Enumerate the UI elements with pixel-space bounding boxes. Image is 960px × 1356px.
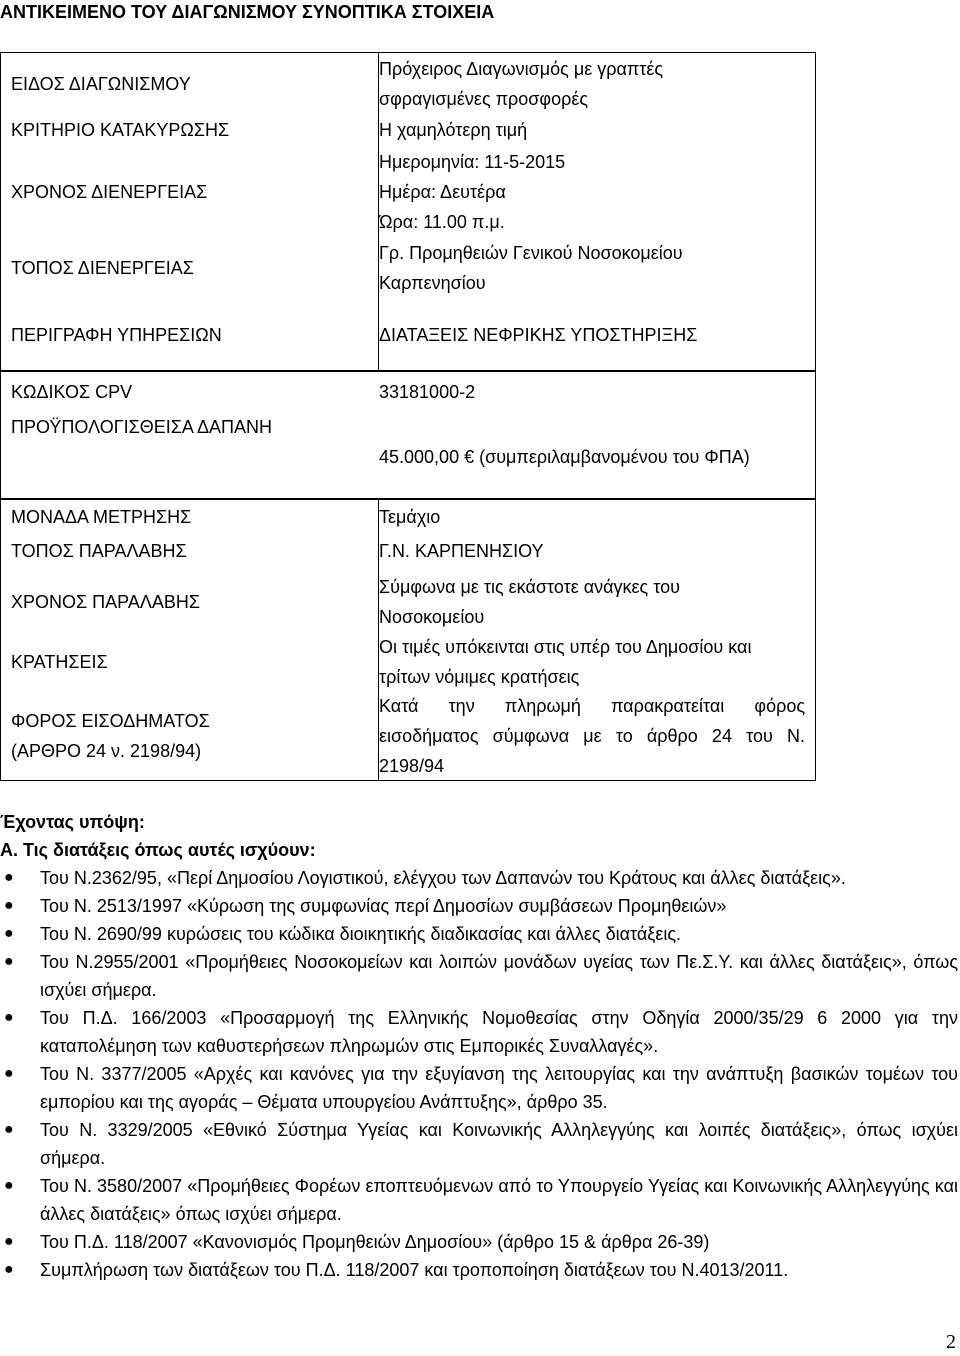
row-eidos bbox=[1, 53, 815, 115]
kratiseis-line-2: τρίτων νόμιμες κρατήσεις bbox=[379, 667, 580, 687]
row-cpv bbox=[1, 377, 815, 407]
list-item: ● Του Ν. 3329/2005 «Εθνικό Σύστημα Υγείας και Κοινωνικής Αλληλεγγύης και λοιπές διατάξεις», όπως ισχύει σήμερα. bbox=[0, 1116, 960, 1172]
xronos-label: ΧΡΟΝΟΣ ΔΙΕΝΕΡΓΕΙΑΣ bbox=[11, 182, 208, 202]
xronos-paralavis-value bbox=[379, 572, 815, 632]
summary-table-1 bbox=[0, 52, 816, 371]
bullet-icon: ● bbox=[4, 1121, 14, 1138]
list-item: ● Του Ν. 3377/2005 «Αρχές και κανόνες για την εξυγίανση της λειτουργίας και την ανάπτυξη βασικών τομέων του εμπορίου και της αγοράς – Θέματα υπουργείου Ανάπτυξης», άρθρο 35. bbox=[0, 1060, 960, 1116]
foros-value: Κατά την πληρωμή παρακρατείται φόρος εισοδήματος σύμφωνα με το άρθρο 24 του Ν. 2198/94 bbox=[379, 696, 805, 776]
list-item: ● Του Ν. 2513/1997 «Κύρωση της συμφωνίας περί Δημοσίων συμβάσεων Προμηθειών» bbox=[0, 892, 960, 920]
row-foros bbox=[1, 692, 815, 780]
list-item: ● Του Ν.2955/2001 «Προμήθειες Νοσοκομείων και λοιπών μονάδων υγείας των Πε.Σ.Υ. και άλλες διατάξεις», όπως ισχύει σήμερα. bbox=[0, 948, 960, 1004]
bullet-icon: ● bbox=[4, 869, 14, 886]
foros-label-line-1: ΦΟΡΟΣ ΕΙΣΟΔΗΜΑΤΟΣ bbox=[11, 711, 210, 731]
xronos-paralavis-line-1: Σύμφωνα με τις εκάστοτε ανάγκες του bbox=[379, 577, 680, 597]
xronos-paralavis-line-2: Νοσοκομείου bbox=[379, 607, 485, 627]
xronos-paralavis-label: ΧΡΟΝΟΣ ΠΑΡΑΛΑΒΗΣ bbox=[11, 592, 200, 612]
section-a-heading: Α. Τις διατάξεις όπως αυτές ισχύουν: bbox=[0, 840, 316, 860]
laws-list bbox=[0, 864, 960, 1284]
bullet-icon: ● bbox=[4, 1009, 14, 1026]
row-xronos bbox=[1, 147, 815, 237]
kratiseis-line-1: Οι τιμές υπόκεινται στις υπέρ του Δημοσίου και bbox=[379, 637, 752, 657]
list-item: ● Του Π.Δ. 166/2003 «Προσαρμογή της Ελληνικής Νομοθεσίας στην Οδηγία 2000/35/29 6 2000 για την καταπολέμηση των καθυστερήσεων πληρωμών στις Εμπορικές Συναλλαγές». bbox=[0, 1004, 960, 1060]
budget-value: 45.000,00 € (συμπεριλαμβανομένου του ΦΠΑ) bbox=[379, 447, 750, 467]
budget-label: ΠΡΟΫΠΟΛΟΓΙΣΘΕΙΣΑ ΔΑΠΑΝΗ bbox=[11, 417, 272, 437]
row-kritirio bbox=[1, 115, 815, 145]
bullet-icon: ● bbox=[4, 1261, 14, 1278]
paralavi-value: Γ.Ν. ΚΑΡΠΕΝΗΣΙΟΥ bbox=[379, 541, 544, 561]
summary-table-3 bbox=[0, 499, 816, 781]
eidos-label: ΕΙΔΟΣ ΔΙΑΓΩΝΙΣΜΟΥ bbox=[11, 74, 191, 94]
list-item: ● Του Ν. 3580/2007 «Προμήθειες Φορέων εποπτευόμενων από το Υπουργείο Υγείας και Κοινωνικής Αλληλεγγύης και άλλες διατάξεις» όπως ισχύει σήμερα. bbox=[0, 1172, 960, 1228]
paralavi-label: ΤΟΠΟΣ ΠΑΡΑΛΑΒΗΣ bbox=[11, 541, 187, 561]
row-kratiseis bbox=[1, 632, 815, 692]
bullet-icon: ● bbox=[4, 925, 14, 942]
bullet-icon: ● bbox=[4, 1233, 14, 1250]
bullet-icon: ● bbox=[4, 953, 14, 970]
cpv-label: ΚΩΔΙΚΟΣ CPV bbox=[11, 382, 133, 402]
row-topos bbox=[1, 237, 815, 299]
xronos-date: Ημερομηνία: 11-5-2015 bbox=[379, 152, 566, 172]
list-item: ● Του Ν.2362/95, «Περί Δημοσίου Λογιστικού, ελέγχου των Δαπανών του Κράτους και άλλες διατάξεις». bbox=[0, 864, 960, 892]
list-item: ● Συμπλήρωση των διατάξεων του Π.Δ. 118/2007 και τροποποίηση διατάξεων του Ν.4013/2011. bbox=[0, 1256, 960, 1284]
xronos-day: Ημέρα: Δευτέρα bbox=[379, 182, 506, 202]
considering-heading: Έχοντας υπόψη: bbox=[0, 812, 145, 832]
perigrafi-label: ΠΕΡΙΓΡΑΦΗ ΥΠΗΡΕΣΙΩΝ bbox=[11, 325, 222, 345]
eidos-value-line-2: σφραγισμένες προσφορές bbox=[379, 89, 589, 109]
monada-value: Τεμάχιο bbox=[379, 507, 441, 527]
xronos-value bbox=[379, 147, 815, 237]
kratiseis-value bbox=[379, 632, 815, 692]
row-xronos-paralavis bbox=[1, 572, 815, 632]
perigrafi-value: ΔΙΑΤΑΞΕΙΣ ΝΕΦΡΙΚΗΣ ΥΠΟΣΤΗΡΙΞΗΣ bbox=[379, 325, 698, 345]
topos-value bbox=[379, 238, 815, 298]
xronos-time: Ώρα: 11.00 π.μ. bbox=[379, 212, 505, 232]
page-number: 2 bbox=[946, 1331, 956, 1353]
row-budget-value bbox=[379, 442, 815, 472]
kritirio-value: Η χαμηλότερη τιμή bbox=[379, 120, 528, 140]
row-paralavi bbox=[1, 536, 815, 566]
page-title: ΑΝΤΙΚΕΙΜΕΝΟ ΤΟΥ ΔΙΑΓΩΝΙΣΜΟΥ ΣΥΝΟΠΤΙΚΑ ΣΤΟΙΧΕΙΑ bbox=[0, 2, 495, 22]
topos-value-line-2: Καρπενησίου bbox=[379, 273, 486, 293]
bullet-icon: ● bbox=[4, 897, 14, 914]
topos-value-line-1: Γρ. Προμηθειών Γενικού Νοσοκομείου bbox=[379, 243, 683, 263]
legal-basis-section bbox=[0, 808, 960, 1284]
foros-label bbox=[1, 706, 379, 766]
foros-label-line-2: (ΑΡΘΡΟ 24 ν. 2198/94) bbox=[11, 741, 202, 761]
list-item: ● Του Π.Δ. 118/2007 «Κανονισμός Προμηθειών Δημοσίου» (άρθρο 15 & άρθρα 26-39) bbox=[0, 1228, 960, 1256]
kritirio-label: ΚΡΙΤΗΡΙΟ ΚΑΤΑΚΥΡΩΣΗΣ bbox=[11, 120, 230, 140]
row-monada bbox=[1, 502, 815, 532]
bullet-icon: ● bbox=[4, 1177, 14, 1194]
summary-table-2 bbox=[0, 371, 816, 499]
topos-label: ΤΟΠΟΣ ΔΙΕΝΕΡΓΕΙΑΣ bbox=[11, 258, 194, 278]
bullet-icon: ● bbox=[4, 1065, 14, 1082]
cpv-value: 33181000-2 bbox=[379, 382, 476, 402]
eidos-value-line-1: Πρόχειρος Διαγωνισμός με γραπτές bbox=[379, 59, 664, 79]
row-perigrafi bbox=[1, 315, 815, 355]
eidos-value bbox=[379, 54, 815, 114]
kratiseis-label: ΚΡΑΤΗΣΕΙΣ bbox=[11, 652, 108, 672]
monada-label: ΜΟΝΑΔΑ ΜΕΤΡΗΣΗΣ bbox=[11, 507, 192, 527]
row-budget-label bbox=[1, 412, 815, 442]
list-item: ● Του Ν. 2690/99 κυρώσεις του κώδικα διοικητικής διαδικασίας και άλλες διατάξεις. bbox=[0, 920, 960, 948]
